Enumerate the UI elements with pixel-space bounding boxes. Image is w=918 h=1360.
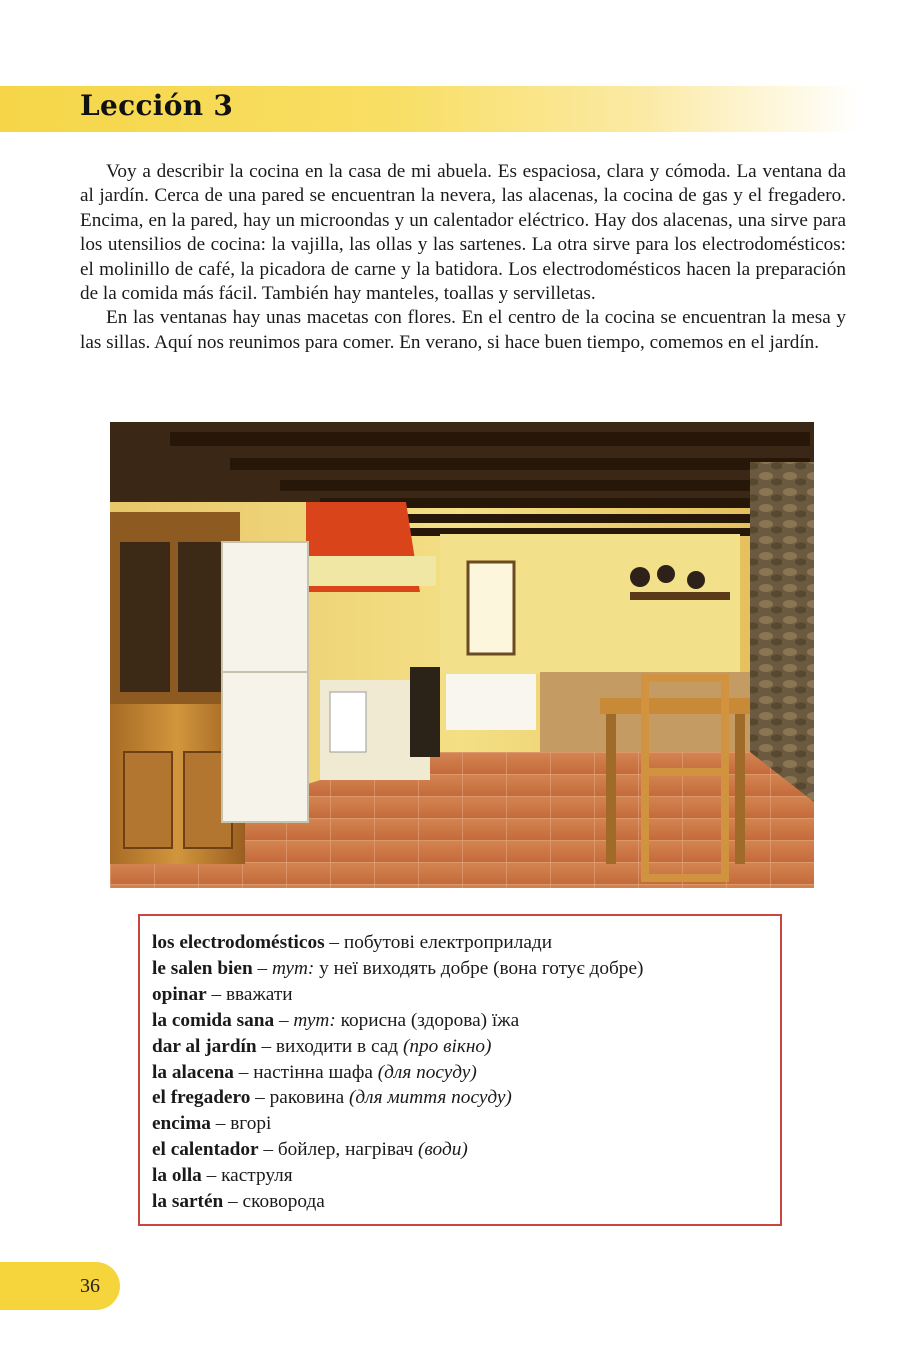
kitchen-photo (110, 422, 814, 888)
page-number-tab (0, 1262, 120, 1310)
vocab-item: el calentador – бойлер, нагрівач (води) (152, 1139, 468, 1161)
vocab-item: la olla – каструля (152, 1165, 293, 1187)
paragraph-1: Voy a describir la cocina en la casa de mi abuela. Es espaciosa, clara y cómoda. La ventana da al jardín. Cerca de una pared se encuentran la nevera, las alacenas, la cocina de gas y el fregadero. Encima, en la pared, hay un microondas y un calentador eléctrico. Hay dos alacenas, una sirve para los utensilios de cocina: la vajilla, las ollas y las sartenes. La otra sirve para los electrodomésticos: el molinillo de café, la picadora de carne y la batidora. Los electrodomésticos hacen la preparación de la comida más fácil. También hay manteles, toallas y servilletas. (80, 161, 846, 305)
vocab-item: la alacena – настінна шафа (для посуду) (152, 1061, 477, 1083)
vocab-item: los electrodomésticos – побутові електроприлади (152, 932, 553, 953)
vocab-item: el fregadero – раковина (для миття посуду) (152, 1087, 512, 1109)
vocabulary-list (152, 930, 643, 1215)
paragraph-2: En las ventanas hay unas macetas con flores. En el centro de la cocina se encuentran la mesa y las sillas. Aquí nos reunimos para comer. En verano, si hace buen tiempo, comemos en el jardín. (80, 307, 846, 353)
vocab-item: le salen bien – тут: у неї виходять добре (вона готує добре) (152, 957, 644, 979)
vocab-item: la comida sana – тут: корисна (здорова) їжа (152, 1009, 520, 1031)
page-number: 36 (80, 1275, 100, 1297)
vocabulary-box (138, 914, 782, 1226)
vocab-item: encima – вгорі (152, 1113, 272, 1135)
vocab-item: opinar – вважати (152, 983, 293, 1005)
reading-text (80, 160, 846, 355)
vocab-item: dar al jardín – виходити в сад (про вікно) (152, 1035, 492, 1057)
lesson-title: Lección 3 (80, 89, 234, 122)
vocab-item: la sartén – сковорода (152, 1191, 325, 1213)
